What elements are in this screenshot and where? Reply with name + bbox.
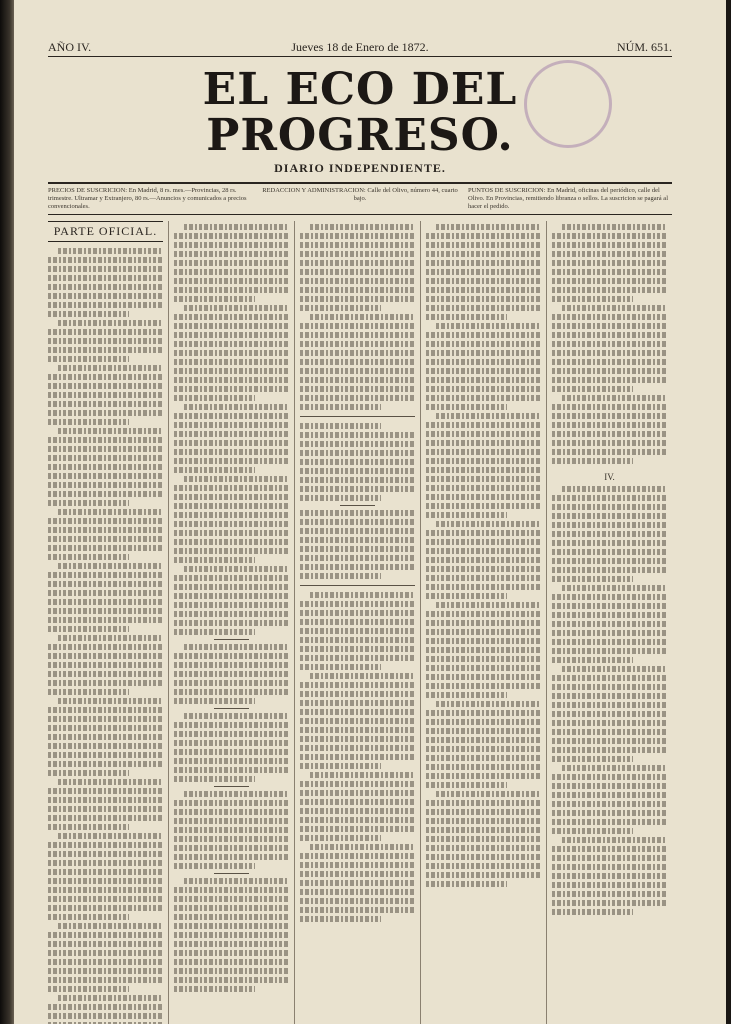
book-spine	[0, 0, 14, 1024]
editorial-office: REDACCION Y ADMINISTRACION: Calle del Olivo, número 44, cuarto bajo.	[262, 187, 458, 202]
subscription-points: PUNTOS DE SUSCRICION: En Madrid, oficinas del periódico, calle del Olivo. En Provincias, remitiendo libranza o sellos. La suscricion se pagará al hacer el pedido.	[468, 187, 668, 210]
column-4	[420, 221, 546, 1024]
dateline	[48, 32, 672, 54]
library-stamp	[524, 60, 612, 148]
subscription-bar	[48, 182, 672, 215]
page-content	[48, 32, 672, 1024]
column-3	[294, 221, 420, 1024]
newspaper-subtitle: DIARIO INDEPENDIENTE.	[274, 161, 446, 175]
section-numeral: IV.	[604, 472, 615, 482]
section-heading-official: PARTE OFICIAL.	[48, 221, 163, 242]
issue-number: NÚM. 651.	[616, 40, 672, 54]
price-table	[300, 416, 415, 586]
subscription-prices: PRECIOS DE SUSCRICION: En Madrid, 8 rs. mes.—Provincias, 28 rs. trimestre. Ultramar y Extranjero, 80 rs.—Anuncios y comunicados a precios convencionales.	[48, 187, 247, 210]
top-rule	[48, 56, 672, 57]
year-label: AÑO IV.	[48, 40, 92, 54]
date-label: Jueves 18 de Enero de 1872.	[291, 40, 429, 54]
newspaper-page	[14, 0, 726, 1024]
column-2	[168, 221, 294, 1024]
article-columns	[48, 221, 672, 1024]
newspaper-title: EL ECO DEL PROGRESO.	[202, 64, 518, 161]
column-1	[48, 221, 168, 1024]
column-5	[546, 221, 672, 1024]
